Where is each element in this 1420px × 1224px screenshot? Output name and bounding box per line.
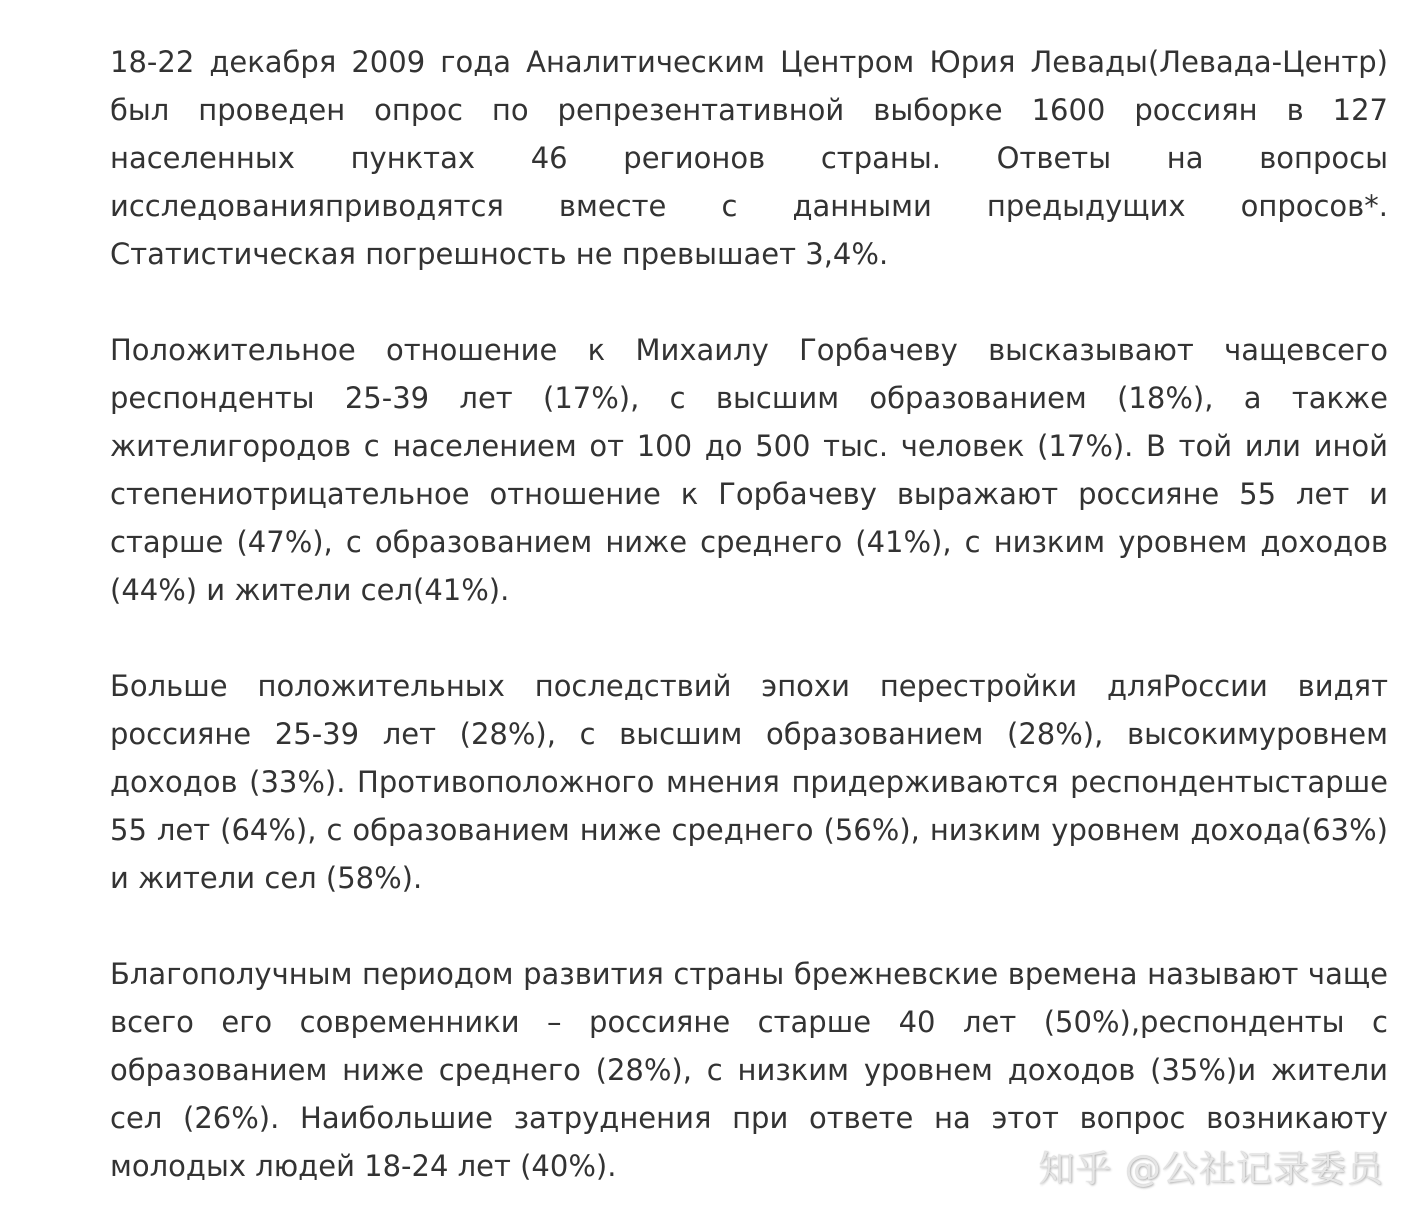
article-body [110, 38, 1388, 1190]
paragraph-gorbachev-attitude: Положительное отношение к Михаилу Горбачеву высказывают чащевсего респонденты 25-39 лет (17%), с высшим образованием (18%), а также жителигородов с населением от 100 до 500 тыс. человек (17%). В той или иной степениотрицательное отношение к Горбачеву выражают россияне 55 лет и старше (47%), с образованием ниже среднего (41%), с низким уровнем доходов (44%) и жители сел(41%). [110, 333, 1388, 607]
zhihu-watermark: 知乎 @公社记录委员 [1038, 1149, 1384, 1190]
paragraph-survey-intro: 18-22 декабря 2009 года Аналитическим Центром Юрия Левады(Левада-Центр) был проведен опрос по репрезентативной выборке 1600 россиян в 127 населенных пунктах 46 регионов страны. Ответы на вопросы исследованияприводятся вместе с данными предыдущих опросов*. Статистическая погрешность не превышает 3,4%. [110, 45, 1388, 271]
paragraph-perestroika-consequences: Больше положительных последствий эпохи перестройки дляРоссии видят россияне 25-39 лет (28%), с высшим образованием (28%), высокимуровнем доходов (33%). Противоположного мнения придерживаются респондентыстарше 55 лет (64%), с образованием ниже среднего (56%), низким уровнем дохода(63%) и жители сел (58%). [110, 669, 1388, 895]
paragraph-brezhnev-era: Благополучным периодом развития страны брежневские времена называют чаще всего его современники – россияне старше 40 лет (50%),респонденты с образованием ниже среднего (28%), с низким уровнем доходов (35%)и жители сел (26%). Наибольшие затруднения при ответе на этот вопрос возникаюту молодых людей 18-24 лет (40%). [110, 957, 1388, 1183]
